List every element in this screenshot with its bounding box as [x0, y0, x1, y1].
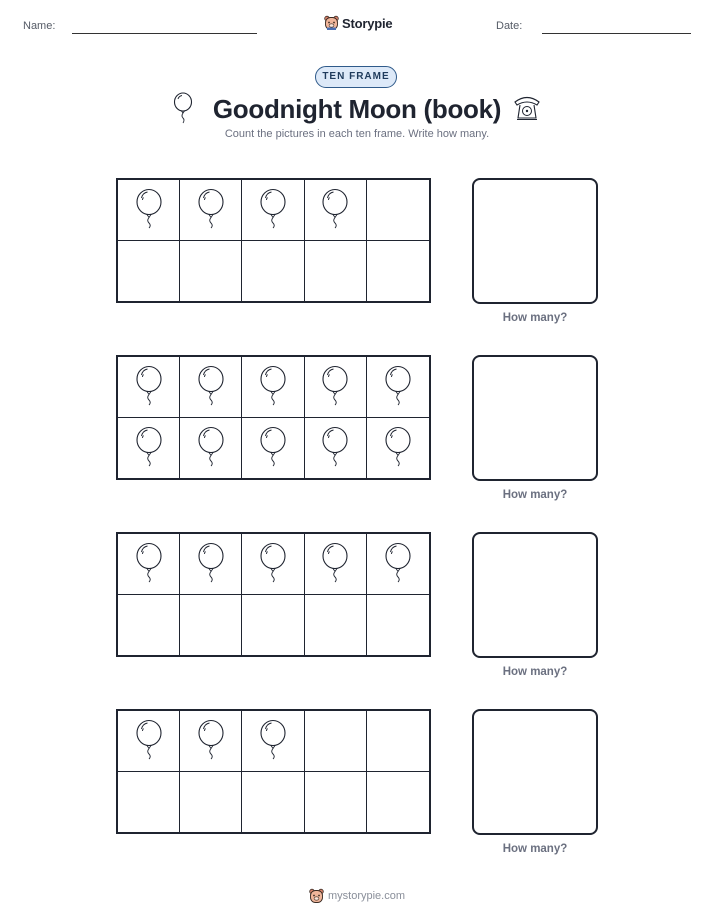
ten-frame-cell	[367, 772, 429, 833]
ten-frame-cell	[118, 534, 180, 595]
ten-frame-cell	[367, 357, 429, 418]
ten-frame-cell	[305, 711, 367, 772]
date-line[interactable]	[542, 33, 691, 34]
balloon-icon	[197, 542, 225, 588]
balloon-icon	[135, 542, 163, 588]
ten-frame-cell	[367, 711, 429, 772]
ten-frame-cell	[118, 595, 180, 656]
ten-frame-cell	[180, 711, 242, 772]
balloon-icon	[135, 188, 163, 234]
ten-frame-cell	[367, 180, 429, 241]
name-line[interactable]	[72, 33, 257, 34]
bear-mascot-icon	[309, 888, 324, 904]
how-many-label: How many?	[502, 489, 568, 501]
ten-frame-cell	[118, 180, 180, 241]
balloon-icon	[321, 542, 349, 588]
ten-frame	[116, 355, 431, 480]
ten-frame-cell	[180, 534, 242, 595]
balloon-icon	[321, 188, 349, 234]
balloon-icon	[259, 365, 287, 411]
bear-mascot-icon	[324, 15, 339, 31]
ten-frame-cell	[367, 241, 429, 302]
balloon-icon	[384, 365, 412, 411]
title-row	[0, 92, 714, 126]
instructions: Count the pictures in each ten frame. Write how many.	[224, 128, 490, 140]
balloon-icon	[321, 365, 349, 411]
brand-logo	[324, 13, 392, 33]
ten-frame-cell	[180, 418, 242, 479]
ten-frame-cell	[305, 595, 367, 656]
ten-frame-cell	[242, 357, 304, 418]
ten-frame	[116, 532, 431, 657]
balloon-icon	[135, 365, 163, 411]
ten-frame-cell	[305, 357, 367, 418]
ten-frame-cell	[367, 534, 429, 595]
ten-frame-cell	[242, 595, 304, 656]
how-many-label: How many?	[502, 666, 568, 678]
balloon-icon	[259, 719, 287, 765]
ten-frame-cell	[118, 357, 180, 418]
balloon-icon	[197, 365, 225, 411]
ten-frame-cell	[305, 180, 367, 241]
ten-frame	[116, 178, 431, 303]
ten-frame-cell	[367, 418, 429, 479]
ten-frame-cell	[118, 772, 180, 833]
ten-frame-cell	[242, 711, 304, 772]
ten-frame-cell	[118, 241, 180, 302]
answer-box[interactable]	[472, 355, 598, 481]
answer-box[interactable]	[472, 178, 598, 304]
ten-frame-cell	[180, 595, 242, 656]
balloon-icon	[384, 426, 412, 472]
footer	[0, 886, 714, 906]
balloon-icon	[135, 426, 163, 472]
ten-frame	[116, 709, 431, 834]
ten-frame-cell	[305, 418, 367, 479]
balloon-icon	[384, 542, 412, 588]
answer-box[interactable]	[472, 532, 598, 658]
how-many-label: How many?	[502, 312, 568, 324]
balloon-icon	[197, 719, 225, 765]
balloon-icon	[259, 188, 287, 234]
ten-frame-cell	[242, 180, 304, 241]
date-label: Date:	[496, 20, 523, 32]
how-many-label: How many?	[502, 843, 568, 855]
balloon-icon	[197, 188, 225, 234]
ten-frame-cell	[180, 357, 242, 418]
ten-frame-cell	[118, 711, 180, 772]
ten-frame-cell	[180, 180, 242, 241]
worksheet-header	[0, 0, 714, 50]
page-title: Goodnight Moon (book)	[212, 94, 502, 124]
footer-url: mystorypie.com	[327, 890, 406, 902]
ten-frame-cell	[305, 534, 367, 595]
balloon-icon	[259, 542, 287, 588]
balloon-icon	[197, 426, 225, 472]
ten-frame-cell	[180, 772, 242, 833]
ten-frame-cell	[242, 241, 304, 302]
ten-frame-cell	[242, 772, 304, 833]
name-label: Name:	[23, 20, 56, 32]
telephone-icon	[512, 94, 542, 122]
answer-box[interactable]	[472, 709, 598, 835]
ten-frame-cell	[305, 241, 367, 302]
ten-frame-cell	[367, 595, 429, 656]
balloon-icon	[135, 719, 163, 765]
worksheet-type-badge: TEN FRAME	[315, 66, 397, 88]
ten-frame-cell	[242, 418, 304, 479]
balloon-icon	[321, 426, 349, 472]
ten-frame-cell	[305, 772, 367, 833]
brand-name: Storypie	[342, 15, 393, 31]
ten-frame-cell	[242, 534, 304, 595]
balloon-icon	[259, 426, 287, 472]
ten-frame-cell	[118, 418, 180, 479]
ten-frame-cell	[180, 241, 242, 302]
